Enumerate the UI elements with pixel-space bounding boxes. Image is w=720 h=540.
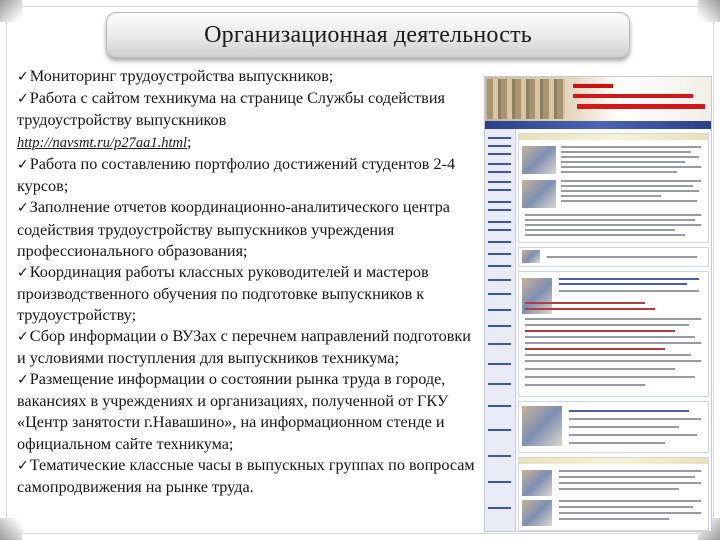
text-line <box>525 360 701 362</box>
corner-decoration <box>0 0 22 22</box>
panel-photo <box>522 500 552 526</box>
sidebar-link <box>488 363 511 365</box>
text-line <box>525 368 675 370</box>
checkmark-icon: ✓ <box>17 200 29 217</box>
bullet-text: Мониторинг трудоустройства выпускников; <box>29 67 334 85</box>
bullet-item-link <box>17 131 475 154</box>
bullet-item <box>17 88 475 131</box>
sidebar-link <box>488 507 511 509</box>
checkmark-icon: ✓ <box>17 457 29 474</box>
corner-decoration <box>698 0 720 22</box>
bullet-item <box>17 326 475 369</box>
bullet-item <box>17 66 475 88</box>
panel-photo <box>522 146 556 174</box>
panel-photo <box>522 250 540 263</box>
text-line <box>561 171 677 173</box>
bullet-text: Тематические классные часы в выпускных группах по вопросам самопродвижения на рынке труда. <box>17 455 475 496</box>
sidebar-link <box>488 137 511 139</box>
panel-header <box>519 134 708 140</box>
site-header-image <box>485 77 711 121</box>
text-line <box>559 512 701 514</box>
text-line <box>559 470 701 472</box>
bullet-item <box>17 455 475 498</box>
text-line <box>561 161 685 163</box>
text-line <box>561 180 701 182</box>
checkmark-icon: ✓ <box>17 69 29 85</box>
panel-photo <box>522 180 556 208</box>
text-line <box>525 302 645 304</box>
bullet-item <box>17 262 475 326</box>
text-line <box>561 156 699 158</box>
text-line <box>525 308 655 310</box>
text-line <box>559 482 701 484</box>
text-line <box>569 442 665 444</box>
panel-photo <box>522 406 562 446</box>
text-line <box>559 290 699 292</box>
panel-photo <box>522 470 552 496</box>
sidebar-link <box>488 253 511 255</box>
text-line <box>525 219 695 221</box>
text-line <box>559 278 699 280</box>
text-line <box>525 224 701 226</box>
text-line <box>559 488 679 490</box>
sidebar-link <box>488 171 511 173</box>
sidebar-link <box>488 229 511 231</box>
text-line <box>525 384 645 386</box>
text-line <box>525 330 675 332</box>
bullet-text: Заполнение отчетов координационно-аналитического центра содействия трудоустройству выпускников учреждения профессионального образования; <box>17 198 450 260</box>
checkmark-icon: ✓ <box>17 91 29 108</box>
text-line <box>561 195 661 197</box>
sidebar-link <box>488 153 511 155</box>
sidebar-link <box>488 221 511 223</box>
text-line <box>561 185 693 187</box>
sidebar-link <box>488 265 511 267</box>
text-line <box>569 434 697 436</box>
website-screenshot <box>484 76 712 532</box>
corner-decoration <box>0 518 22 540</box>
sidebar-link <box>488 383 511 385</box>
text-line <box>525 342 701 344</box>
text-line <box>559 283 687 285</box>
slide-title: Организационная деятельность <box>204 21 532 48</box>
text-line <box>525 324 689 326</box>
checkmark-icon: ✓ <box>17 372 29 389</box>
bullet-text: Размещение информации о состоянии рынка труда в городе, вакансиях в учреждениях и организациях, полученной от ГКУ «Центр занятости г.Навашино», на информационном стенде и официальном сайте техникума; <box>17 370 449 453</box>
bullet-item <box>17 154 475 197</box>
checkmark-icon: ✓ <box>17 264 29 281</box>
sidebar-link <box>488 241 511 243</box>
bullet-text: Сбор информации о ВУЗах с перечнем направлений подготовки и условиями поступления для выпускников техникума; <box>17 327 471 368</box>
text-line <box>561 146 701 148</box>
text-line <box>561 190 699 192</box>
text-line <box>569 426 679 428</box>
bullet-item <box>17 197 475 261</box>
bullet-text: Работа по составлению портфолио достижений студентов 2-4 курсов; <box>17 155 456 196</box>
page-link[interactable]: http://navsmt.ru/p27aa1.html <box>17 135 187 152</box>
sidebar-link <box>488 405 511 407</box>
site-panel <box>518 457 709 531</box>
sidebar-link <box>488 163 511 165</box>
text-line <box>569 410 689 412</box>
text-line <box>525 234 685 236</box>
text-line <box>525 214 701 216</box>
checkmark-icon: ✓ <box>17 329 29 346</box>
text-line <box>559 500 701 502</box>
text-line <box>559 518 669 520</box>
text-line <box>525 336 695 338</box>
site-sidebar <box>485 129 516 531</box>
site-nav-bar <box>485 121 711 129</box>
sidebar-link <box>488 145 511 147</box>
bullet-text: Работа с сайтом техникума на странице Службы содействия трудоустройству выпускников <box>17 89 445 130</box>
title-banner <box>106 12 630 58</box>
sidebar-link <box>488 209 511 211</box>
text-line <box>525 354 691 356</box>
sidebar-link <box>488 481 511 483</box>
link-suffix: ; <box>186 133 192 152</box>
sidebar-link <box>488 181 511 183</box>
text-line <box>525 318 701 320</box>
building-photo <box>487 79 565 119</box>
checkmark-icon: ✓ <box>17 157 29 174</box>
bullet-list <box>17 66 475 498</box>
sidebar-link <box>488 279 511 281</box>
text-line <box>559 506 693 508</box>
site-panel <box>518 271 709 397</box>
sidebar-link <box>488 201 511 203</box>
panel-header <box>519 458 708 464</box>
bullet-text: Координация работы классных руководителей и мастеров производственного обучения по подготовке выпускников к трудоустройству; <box>17 262 429 324</box>
sidebar-link <box>488 293 511 295</box>
text-line <box>561 200 697 202</box>
sidebar-link <box>488 429 511 431</box>
site-main-content <box>518 133 708 529</box>
text-line <box>525 376 695 378</box>
sidebar-link <box>488 189 511 191</box>
text-line <box>561 166 701 168</box>
text-line <box>525 348 665 350</box>
sidebar-link <box>488 343 511 345</box>
text-line <box>559 476 695 478</box>
sidebar-link <box>488 325 511 327</box>
text-line <box>547 256 697 258</box>
sidebar-link <box>488 309 511 311</box>
text-line <box>569 418 701 420</box>
site-panel <box>518 133 709 243</box>
text-line <box>561 151 691 153</box>
site-logo <box>573 84 707 114</box>
site-panel <box>518 247 709 267</box>
site-panel <box>518 401 709 453</box>
sidebar-link <box>488 455 511 457</box>
bullet-item <box>17 369 475 454</box>
text-line <box>525 229 675 231</box>
